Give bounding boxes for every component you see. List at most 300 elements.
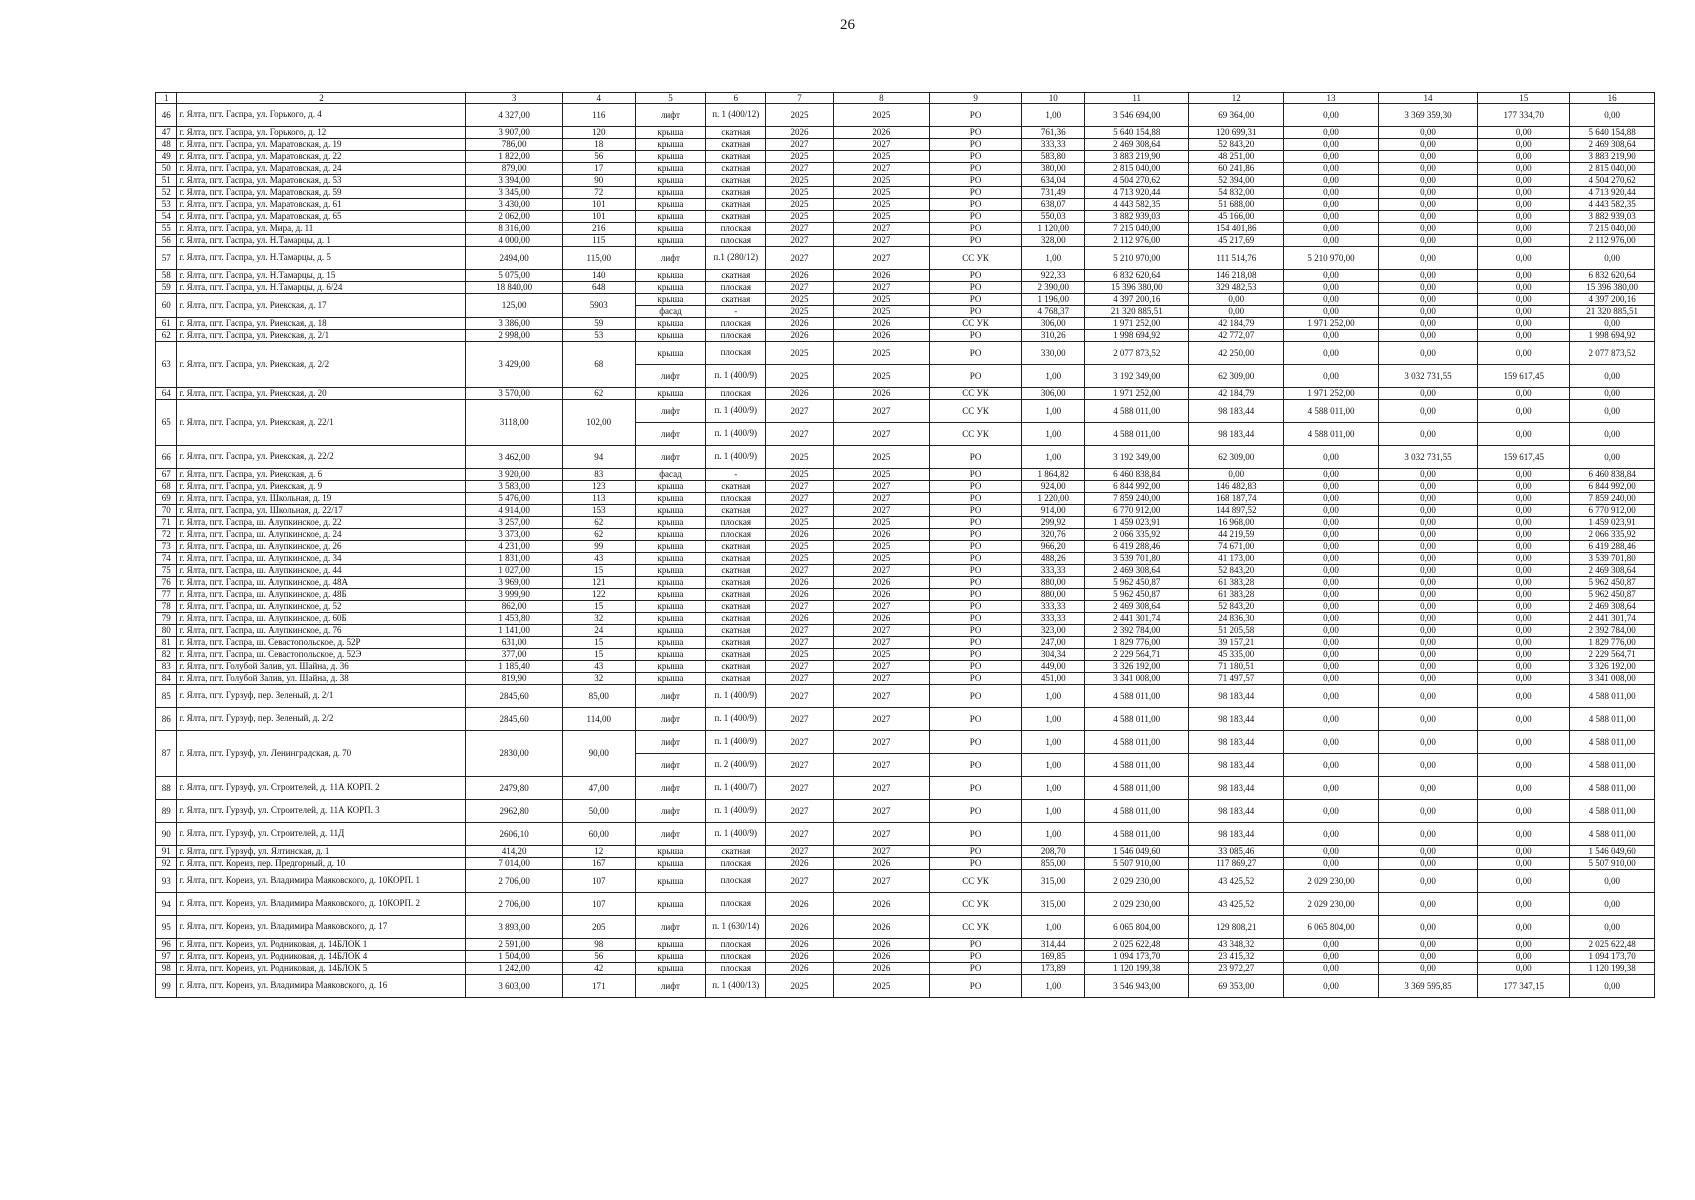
value-cell: скатная bbox=[706, 505, 766, 517]
value-cell: 2026 bbox=[833, 388, 929, 400]
residents-cell: 83 bbox=[562, 469, 635, 481]
value-cell: 42 772,07 bbox=[1189, 330, 1284, 342]
table-row bbox=[156, 939, 1655, 951]
residents-cell: 12 bbox=[562, 846, 635, 858]
address-cell: г. Ялта, пгт. Голубой Залив, ул. Шайна, д. 38 bbox=[177, 673, 466, 685]
value-cell: 880,00 bbox=[1022, 577, 1085, 589]
value-cell: 71 497,57 bbox=[1189, 673, 1284, 685]
value-cell: 1,00 bbox=[1022, 423, 1085, 446]
value-cell: РО bbox=[930, 493, 1022, 505]
value-cell: 0,00 bbox=[1570, 870, 1655, 893]
value-cell: 0,00 bbox=[1478, 247, 1570, 270]
value-cell: 2026 bbox=[833, 577, 929, 589]
row-number-cell: 50 bbox=[156, 163, 177, 175]
value-cell: 21 320 885,51 bbox=[1570, 306, 1655, 318]
row-number-cell: 66 bbox=[156, 446, 177, 469]
value-cell: 2025 bbox=[833, 294, 929, 306]
value-cell: 0,00 bbox=[1378, 318, 1478, 330]
value-cell: 2 441 301,74 bbox=[1085, 613, 1189, 625]
value-cell: 488,26 bbox=[1022, 553, 1085, 565]
value-cell: 0,00 bbox=[1284, 577, 1378, 589]
address-cell: г. Ялта, пгт. Гаспра, ул. Риекская, д. 18 bbox=[177, 318, 466, 330]
residents-cell: 102,00 bbox=[562, 400, 635, 446]
value-cell: плоская bbox=[706, 951, 766, 963]
value-cell: 69 364,00 bbox=[1189, 104, 1284, 127]
value-cell: 0,00 bbox=[1478, 318, 1570, 330]
row-number-cell: 84 bbox=[156, 673, 177, 685]
row-number-cell: 92 bbox=[156, 858, 177, 870]
value-cell: 41 173,00 bbox=[1189, 553, 1284, 565]
row-number-cell: 56 bbox=[156, 235, 177, 247]
value-cell: 43 425,52 bbox=[1189, 893, 1284, 916]
address-cell: г. Ялта, пгт. Гаспра, ул. Маратовская, д. 53 bbox=[177, 175, 466, 187]
value-cell: крыша bbox=[635, 577, 706, 589]
value-cell: РО bbox=[930, 939, 1022, 951]
value-cell: РО bbox=[930, 649, 1022, 661]
value-cell: крыша bbox=[635, 163, 706, 175]
value-cell: 2027 bbox=[766, 601, 833, 613]
value-cell: 2 815 040,00 bbox=[1085, 163, 1189, 175]
value-cell: крыша bbox=[635, 673, 706, 685]
value-cell: РО bbox=[930, 199, 1022, 211]
residents-cell: 115 bbox=[562, 235, 635, 247]
value-cell: 6 832 620,64 bbox=[1570, 270, 1655, 282]
value-cell: 61 383,28 bbox=[1189, 577, 1284, 589]
value-cell: 5 210 970,00 bbox=[1085, 247, 1189, 270]
value-cell: 550,03 bbox=[1022, 211, 1085, 223]
value-cell: 1 120,00 bbox=[1022, 223, 1085, 235]
value-cell: 120 699,31 bbox=[1189, 127, 1284, 139]
row-number-cell: 53 bbox=[156, 199, 177, 211]
address-cell: г. Ялта, пгт. Кореиз, ул. Родниковая, д. 14БЛОК 4 bbox=[177, 951, 466, 963]
value-cell: 4 588 011,00 bbox=[1085, 777, 1189, 800]
value-cell: 2 025 622,48 bbox=[1570, 939, 1655, 951]
table-row bbox=[156, 637, 1655, 649]
value-cell: 4 397 200,16 bbox=[1570, 294, 1655, 306]
value-cell: 2025 bbox=[766, 175, 833, 187]
value-cell: 169,85 bbox=[1022, 951, 1085, 963]
value-cell: РО bbox=[930, 565, 1022, 577]
table-row bbox=[156, 175, 1655, 187]
value-cell: 111 514,76 bbox=[1189, 247, 1284, 270]
value-cell: 0,00 bbox=[1284, 481, 1378, 493]
value-cell: 4 588 011,00 bbox=[1570, 708, 1655, 731]
residents-cell: 116 bbox=[562, 104, 635, 127]
value-cell: 0,00 bbox=[1478, 330, 1570, 342]
value-cell: 0,00 bbox=[1478, 625, 1570, 637]
value-cell: 3 546 694,00 bbox=[1085, 104, 1189, 127]
value-cell: 3 882 939,03 bbox=[1085, 211, 1189, 223]
value-cell: крыша bbox=[635, 330, 706, 342]
value-cell: плоская bbox=[706, 858, 766, 870]
value-cell: лифт bbox=[635, 104, 706, 127]
residents-cell: 43 bbox=[562, 661, 635, 673]
value-cell: РО bbox=[930, 846, 1022, 858]
value-cell: 0,00 bbox=[1478, 731, 1570, 754]
value-cell: 0,00 bbox=[1570, 975, 1655, 998]
value-cell: 3 032 731,55 bbox=[1378, 365, 1478, 388]
value-cell: 306,00 bbox=[1022, 388, 1085, 400]
value-cell: 0,00 bbox=[1378, 553, 1478, 565]
value-cell: 0,00 bbox=[1478, 649, 1570, 661]
value-cell: скатная bbox=[706, 625, 766, 637]
address-cell: г. Ялта, пгт. Гаспра, ул. Риекская, д. 6 bbox=[177, 469, 466, 481]
value-cell: 2027 bbox=[833, 754, 929, 777]
value-cell: 0,00 bbox=[1378, 625, 1478, 637]
value-cell: 0,00 bbox=[1378, 916, 1478, 939]
address-cell: г. Ялта, пгт. Гурзуф, пер. Зеленый, д. 2/1 bbox=[177, 685, 466, 708]
table-row bbox=[156, 649, 1655, 661]
value-cell: 4 588 011,00 bbox=[1570, 800, 1655, 823]
value-cell: 0,00 bbox=[1378, 529, 1478, 541]
value-cell: 0,00 bbox=[1284, 127, 1378, 139]
area-cell: 1 141,00 bbox=[466, 625, 562, 637]
column-number-cell: 14 bbox=[1378, 93, 1478, 104]
value-cell: 98 183,44 bbox=[1189, 423, 1284, 446]
residents-cell: 43 bbox=[562, 553, 635, 565]
value-cell: 2026 bbox=[833, 318, 929, 330]
value-cell: крыша bbox=[635, 294, 706, 306]
residents-cell: 153 bbox=[562, 505, 635, 517]
value-cell: 0,00 bbox=[1478, 481, 1570, 493]
table-row bbox=[156, 529, 1655, 541]
address-cell: г. Ялта, пгт. Кореиз, пер. Предгорный, д. 10 bbox=[177, 858, 466, 870]
value-cell: фасад bbox=[635, 306, 706, 318]
value-cell: 2025 bbox=[833, 306, 929, 318]
value-cell: 1,00 bbox=[1022, 365, 1085, 388]
value-cell: 1 546 049,60 bbox=[1085, 846, 1189, 858]
value-cell: РО bbox=[930, 685, 1022, 708]
value-cell: 0,00 bbox=[1478, 661, 1570, 673]
value-cell: 45 166,00 bbox=[1189, 211, 1284, 223]
residents-cell: 123 bbox=[562, 481, 635, 493]
value-cell: СС УК bbox=[930, 318, 1022, 330]
value-cell: скатная bbox=[706, 139, 766, 151]
table-row bbox=[156, 577, 1655, 589]
value-cell: 16 968,00 bbox=[1189, 517, 1284, 529]
value-cell: скатная bbox=[706, 187, 766, 199]
value-cell: 98 183,44 bbox=[1189, 708, 1284, 731]
area-cell: 4 327,00 bbox=[466, 104, 562, 127]
value-cell: 2027 bbox=[766, 823, 833, 846]
value-cell: 2026 bbox=[766, 577, 833, 589]
value-cell: 6 419 288,46 bbox=[1085, 541, 1189, 553]
residents-cell: 60,00 bbox=[562, 823, 635, 846]
value-cell: 2027 bbox=[833, 163, 929, 175]
value-cell: 23 415,32 bbox=[1189, 951, 1284, 963]
value-cell: 2026 bbox=[833, 916, 929, 939]
value-cell: 0,00 bbox=[1284, 163, 1378, 175]
residents-cell: 59 bbox=[562, 318, 635, 330]
value-cell: РО bbox=[930, 163, 1022, 175]
address-cell: г. Ялта, пгт. Гаспра, ул. Н.Тамарцы, д. 6/24 bbox=[177, 282, 466, 294]
value-cell: 43 348,32 bbox=[1189, 939, 1284, 951]
value-cell: 0,00 bbox=[1478, 846, 1570, 858]
value-cell: 0,00 bbox=[1378, 613, 1478, 625]
address-cell: г. Ялта, пгт. Гаспра, ш. Севастопольское, д. 52Э bbox=[177, 649, 466, 661]
value-cell: скатная bbox=[706, 673, 766, 685]
value-cell: 0,00 bbox=[1284, 649, 1378, 661]
value-cell: 0,00 bbox=[1478, 870, 1570, 893]
value-cell: 24 836,30 bbox=[1189, 613, 1284, 625]
value-cell: 2025 bbox=[833, 446, 929, 469]
column-number-cell: 2 bbox=[177, 93, 466, 104]
address-cell: г. Ялта, пгт. Гаспра, ш. Алупкинское, д. 44 bbox=[177, 565, 466, 577]
value-cell: 310,26 bbox=[1022, 330, 1085, 342]
value-cell: 2 469 308,64 bbox=[1085, 565, 1189, 577]
table-row bbox=[156, 505, 1655, 517]
value-cell: 4 588 011,00 bbox=[1284, 423, 1378, 446]
value-cell: 0,00 bbox=[1378, 493, 1478, 505]
value-cell: 5 962 450,87 bbox=[1570, 589, 1655, 601]
value-cell: п. 1 (400/9) bbox=[706, 708, 766, 731]
value-cell: 4 588 011,00 bbox=[1570, 754, 1655, 777]
table-row bbox=[156, 199, 1655, 211]
area-cell: 3 430,00 bbox=[466, 199, 562, 211]
value-cell: 2027 bbox=[766, 846, 833, 858]
value-cell: крыша bbox=[635, 637, 706, 649]
value-cell: 0,00 bbox=[1284, 104, 1378, 127]
value-cell: 2026 bbox=[766, 270, 833, 282]
area-cell: 3 603,00 bbox=[466, 975, 562, 998]
residents-cell: 171 bbox=[562, 975, 635, 998]
value-cell: 333,33 bbox=[1022, 565, 1085, 577]
table-row bbox=[156, 541, 1655, 553]
value-cell: 0,00 bbox=[1378, 306, 1478, 318]
value-cell: 2026 bbox=[833, 330, 929, 342]
row-number-cell: 69 bbox=[156, 493, 177, 505]
table-row bbox=[156, 800, 1655, 823]
value-cell: крыша bbox=[635, 342, 706, 365]
value-cell: 3 883 219,90 bbox=[1085, 151, 1189, 163]
value-cell: 0,00 bbox=[1478, 517, 1570, 529]
value-cell: крыша bbox=[635, 139, 706, 151]
value-cell: лифт bbox=[635, 975, 706, 998]
value-cell: 2 029 230,00 bbox=[1284, 870, 1378, 893]
value-cell: п. 1 (400/12) bbox=[706, 104, 766, 127]
value-cell: 2025 bbox=[766, 517, 833, 529]
value-cell: РО bbox=[930, 963, 1022, 975]
value-cell: 4 713 920,44 bbox=[1085, 187, 1189, 199]
value-cell: СС УК bbox=[930, 247, 1022, 270]
value-cell: 4 588 011,00 bbox=[1085, 708, 1189, 731]
value-cell: 0,00 bbox=[1378, 951, 1478, 963]
value-cell: 1,00 bbox=[1022, 777, 1085, 800]
value-cell: крыша bbox=[635, 187, 706, 199]
value-cell: лифт bbox=[635, 423, 706, 446]
row-number-cell: 48 bbox=[156, 139, 177, 151]
residents-cell: 122 bbox=[562, 589, 635, 601]
residents-cell: 32 bbox=[562, 673, 635, 685]
table-row bbox=[156, 601, 1655, 613]
value-cell: 0,00 bbox=[1284, 846, 1378, 858]
area-cell: 631,00 bbox=[466, 637, 562, 649]
value-cell: 2025 bbox=[833, 104, 929, 127]
row-number-cell: 58 bbox=[156, 270, 177, 282]
residents-cell: 121 bbox=[562, 577, 635, 589]
value-cell: 2025 bbox=[766, 342, 833, 365]
value-cell: 5 962 450,87 bbox=[1085, 589, 1189, 601]
value-cell: скатная bbox=[706, 199, 766, 211]
address-cell: г. Ялта, пгт. Гаспра, ш. Алупкинское, д. 76 bbox=[177, 625, 466, 637]
address-cell: г. Ялта, пгт. Кореиз, ул. Родниковая, д. 14БЛОК 5 bbox=[177, 963, 466, 975]
value-cell: 1 971 252,00 bbox=[1284, 318, 1378, 330]
value-cell: 0,00 bbox=[1284, 469, 1378, 481]
value-cell: 0,00 bbox=[1284, 661, 1378, 673]
value-cell: 2025 bbox=[833, 175, 929, 187]
value-cell: скатная bbox=[706, 613, 766, 625]
value-cell: 0,00 bbox=[1284, 529, 1378, 541]
value-cell: 315,00 bbox=[1022, 893, 1085, 916]
value-cell: 4 504 270,62 bbox=[1085, 175, 1189, 187]
value-cell: 1 120 199,38 bbox=[1570, 963, 1655, 975]
table-row bbox=[156, 708, 1655, 731]
value-cell: РО bbox=[930, 777, 1022, 800]
residents-cell: 56 bbox=[562, 951, 635, 963]
value-cell: СС УК bbox=[930, 423, 1022, 446]
residents-cell: 99 bbox=[562, 541, 635, 553]
value-cell: РО bbox=[930, 731, 1022, 754]
value-cell: 2026 bbox=[833, 127, 929, 139]
address-cell: г. Ялта, пгт. Гаспра, ул. Риекская, д. 9 bbox=[177, 481, 466, 493]
value-cell: 0,00 bbox=[1378, 282, 1478, 294]
row-number-cell: 54 bbox=[156, 211, 177, 223]
value-cell: 0,00 bbox=[1378, 939, 1478, 951]
value-cell: 0,00 bbox=[1478, 589, 1570, 601]
area-cell: 3 893,00 bbox=[466, 916, 562, 939]
table-row bbox=[156, 388, 1655, 400]
value-cell: 0,00 bbox=[1284, 342, 1378, 365]
value-cell: 2027 bbox=[833, 673, 929, 685]
value-cell: - bbox=[706, 469, 766, 481]
residents-cell: 85,00 bbox=[562, 685, 635, 708]
value-cell: плоская bbox=[706, 235, 766, 247]
value-cell: 0,00 bbox=[1378, 247, 1478, 270]
value-cell: крыша bbox=[635, 199, 706, 211]
value-cell: скатная bbox=[706, 294, 766, 306]
value-cell: 2027 bbox=[833, 505, 929, 517]
residents-cell: 50,00 bbox=[562, 800, 635, 823]
value-cell: 2027 bbox=[833, 661, 929, 673]
table-row bbox=[156, 151, 1655, 163]
value-cell: 2027 bbox=[833, 139, 929, 151]
value-cell: 0,00 bbox=[1378, 330, 1478, 342]
table-row bbox=[156, 685, 1655, 708]
value-cell: 2025 bbox=[766, 446, 833, 469]
address-cell: г. Ялта, пгт. Гаспра, ул. Горького, д. 12 bbox=[177, 127, 466, 139]
value-cell: 177 334,70 bbox=[1478, 104, 1570, 127]
value-cell: 2025 bbox=[766, 649, 833, 661]
value-cell: 731,49 bbox=[1022, 187, 1085, 199]
area-cell: 377,00 bbox=[466, 649, 562, 661]
value-cell: 74 671,00 bbox=[1189, 541, 1284, 553]
value-cell: скатная bbox=[706, 589, 766, 601]
value-cell: 2027 bbox=[833, 800, 929, 823]
residents-cell: 5903 bbox=[562, 294, 635, 318]
value-cell: скатная bbox=[706, 565, 766, 577]
residents-cell: 15 bbox=[562, 565, 635, 577]
value-cell: 0,00 bbox=[1378, 400, 1478, 423]
value-cell: плоская bbox=[706, 282, 766, 294]
value-cell: 306,00 bbox=[1022, 318, 1085, 330]
value-cell: 15 396 380,00 bbox=[1570, 282, 1655, 294]
value-cell: 0,00 bbox=[1284, 365, 1378, 388]
value-cell: 0,00 bbox=[1478, 601, 1570, 613]
value-cell: 2026 bbox=[833, 270, 929, 282]
value-cell: 0,00 bbox=[1284, 294, 1378, 306]
value-cell: плоская bbox=[706, 963, 766, 975]
value-cell: 2 029 230,00 bbox=[1085, 870, 1189, 893]
address-cell: г. Ялта, пгт. Гаспра, ул. Риекская, д. 22/2 bbox=[177, 446, 466, 469]
area-cell: 3 999,90 bbox=[466, 589, 562, 601]
value-cell: крыша bbox=[635, 211, 706, 223]
value-cell: 0,00 bbox=[1478, 211, 1570, 223]
value-cell: 0,00 bbox=[1478, 777, 1570, 800]
value-cell: п. 1 (630/14) bbox=[706, 916, 766, 939]
table-row bbox=[156, 916, 1655, 939]
value-cell: 3 369 359,30 bbox=[1378, 104, 1478, 127]
value-cell: 2027 bbox=[833, 823, 929, 846]
value-cell: 42 184,79 bbox=[1189, 388, 1284, 400]
table-row bbox=[156, 469, 1655, 481]
area-cell: 1 242,00 bbox=[466, 963, 562, 975]
capital-repair-table bbox=[155, 92, 1655, 998]
address-cell: г. Ялта, пгт. Гаспра, ул. Риекская, д. 2/1 bbox=[177, 330, 466, 342]
residents-cell: 205 bbox=[562, 916, 635, 939]
value-cell: 2 469 308,64 bbox=[1570, 601, 1655, 613]
residents-cell: 107 bbox=[562, 893, 635, 916]
value-cell: 3 032 731,55 bbox=[1378, 446, 1478, 469]
value-cell: 2 469 308,64 bbox=[1570, 139, 1655, 151]
value-cell: 4 588 011,00 bbox=[1570, 685, 1655, 708]
value-cell: скатная bbox=[706, 577, 766, 589]
value-cell: 924,00 bbox=[1022, 481, 1085, 493]
value-cell: 2027 bbox=[833, 846, 929, 858]
column-number-cell: 7 bbox=[766, 93, 833, 104]
value-cell: 0,00 bbox=[1478, 306, 1570, 318]
value-cell: 129 808,21 bbox=[1189, 916, 1284, 939]
value-cell: 0,00 bbox=[1284, 541, 1378, 553]
row-number-cell: 52 bbox=[156, 187, 177, 199]
address-cell: г. Ялта, пгт. Гаспра, ул. Маратовская, д. 65 bbox=[177, 211, 466, 223]
value-cell: 98 183,44 bbox=[1189, 685, 1284, 708]
value-cell: скатная bbox=[706, 270, 766, 282]
row-number-cell: 96 bbox=[156, 939, 177, 951]
value-cell: РО bbox=[930, 294, 1022, 306]
residents-cell: 90 bbox=[562, 175, 635, 187]
value-cell: 2027 bbox=[833, 481, 929, 493]
value-cell: 914,00 bbox=[1022, 505, 1085, 517]
area-cell: 1 831,00 bbox=[466, 553, 562, 565]
value-cell: плоская bbox=[706, 388, 766, 400]
value-cell: 583,80 bbox=[1022, 151, 1085, 163]
address-cell: г. Ялта, пгт. Гаспра, ул. Риекская, д. 22/1 bbox=[177, 400, 466, 446]
value-cell: 2025 bbox=[766, 104, 833, 127]
area-cell: 3 373,00 bbox=[466, 529, 562, 541]
residents-cell: 115,00 bbox=[562, 247, 635, 270]
row-number-cell: 94 bbox=[156, 893, 177, 916]
value-cell: 2026 bbox=[766, 893, 833, 916]
value-cell: 2025 bbox=[833, 649, 929, 661]
area-cell: 2 706,00 bbox=[466, 870, 562, 893]
value-cell: 0,00 bbox=[1284, 553, 1378, 565]
value-cell: 4 588 011,00 bbox=[1085, 423, 1189, 446]
table-row bbox=[156, 481, 1655, 493]
value-cell: 0,00 bbox=[1478, 282, 1570, 294]
value-cell: 0,00 bbox=[1478, 565, 1570, 577]
value-cell: 2027 bbox=[833, 223, 929, 235]
value-cell: РО bbox=[930, 270, 1022, 282]
